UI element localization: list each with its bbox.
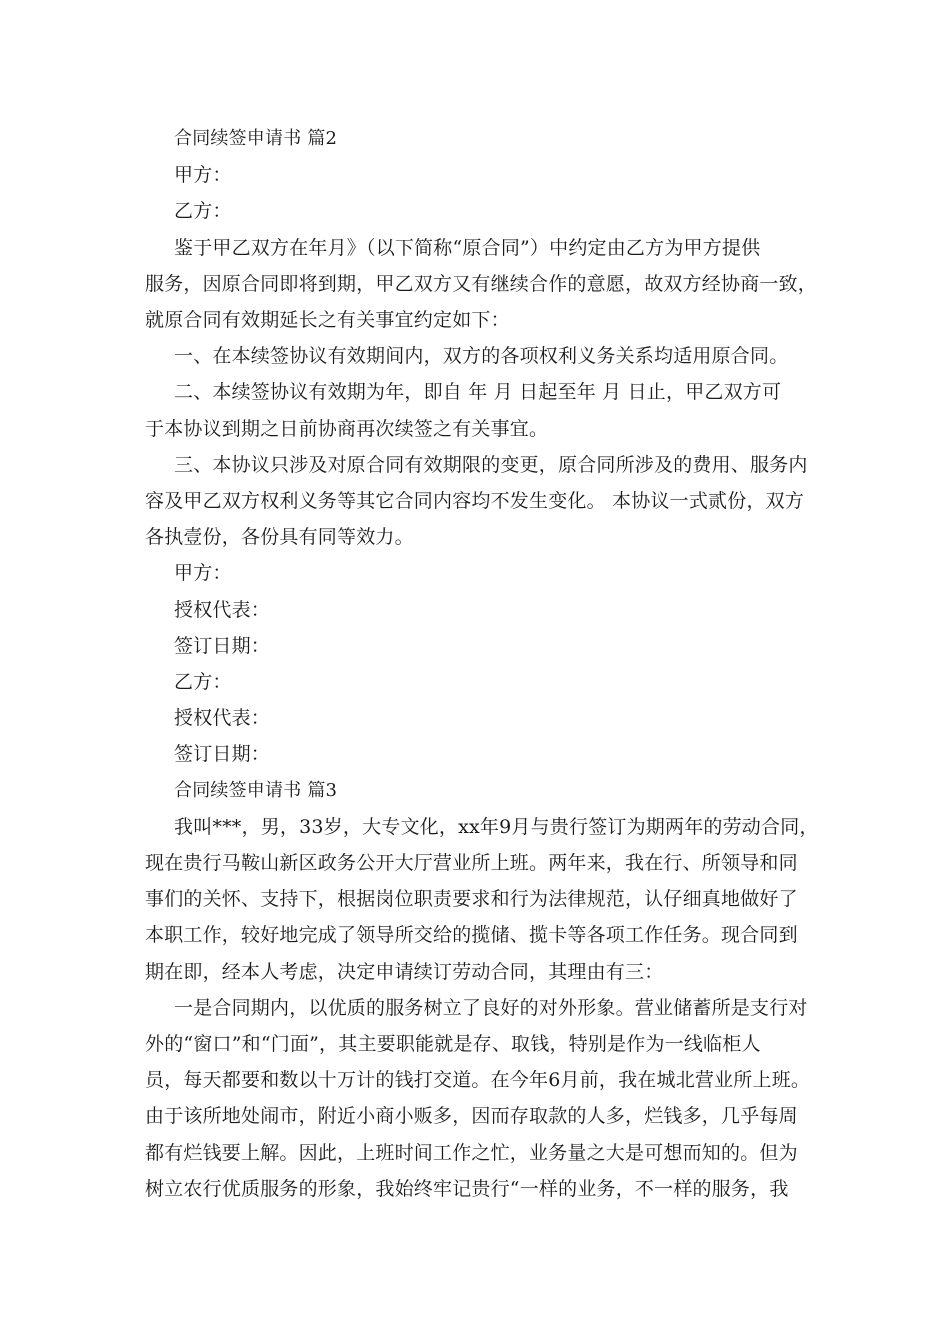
text-line: 各执壹份，各份具有同等效力。 (145, 526, 414, 549)
text-line: 员，每天都要和数以十万计的钱打交道。在今年6月前，我在城北营业所上班。 (145, 1069, 811, 1092)
text-line: 树立农行优质服务的形象，我始终牢记贵行“一样的业务，不一样的服务，我 (145, 1177, 789, 1200)
text-line: 事们的关怀、支持下，根据岗位职责要求和行为法律规范，认仔细真地做好了 (145, 888, 798, 911)
text-line: 服务，因原合同即将到期，甲乙双方又有继续合作的意愿，故双方经协商一致， (145, 272, 818, 295)
text-line: 签订日期： (174, 743, 271, 766)
text-line: 乙方： (174, 200, 232, 223)
text-line: 签订日期： (174, 634, 271, 657)
text-line: 乙方： (174, 671, 232, 694)
text-line: 期在即，经本人考虑，决定申请续订劳动合同，其理由有三： (145, 960, 664, 983)
text-line: 本职工作，较好地完成了领导所交给的揽储、揽卡等各项工作任务。现合同到 (145, 924, 798, 947)
text-line: 授权代表： (174, 598, 271, 621)
document-body (145, 121, 817, 1207)
section-heading: 合同续签申请书 篇2 (174, 128, 338, 149)
text-line: 于本协议到期之日前协商再次续签之有关事宜。 (145, 417, 549, 440)
text-line: 鉴于甲乙双方在年月》（以下简称“原合同”）中约定由乙方为甲方提供 (174, 236, 761, 259)
text-line: 由于该所地处闹市，附近小商小贩多，因而存取款的人多，烂钱多，几乎每周 (145, 1105, 798, 1128)
text-line: 甲方： (174, 562, 232, 585)
text-line: 二、本续签协议有效期为年，即自 年 月 日起至年 月 日止，甲乙双方可 (174, 381, 782, 404)
section-heading: 合同续签申请书 篇3 (174, 779, 338, 801)
text-line: 就原合同有效期延长之有关事宜约定如下： (145, 309, 510, 332)
text-line: 甲方： (174, 164, 232, 187)
text-line: 外的“窗口”和“门面”，其主要职能就是存、取钱，特别是作为一线临柜人 (145, 1033, 761, 1056)
text-line: 现在贵行马鞍山新区政务公开大厅营业所上班。两年来，我在行、所领导和同 (145, 852, 798, 875)
text-line: 三、本协议只涉及对原合同有效期限的变更，原合同所涉及的费用、服务内 (174, 453, 808, 476)
text-line: 容及甲乙双方权利义务等其它合同内容均不发生变化。 本协议一式贰份，双方 (145, 490, 805, 513)
text-line: 一是合同期内，以优质的服务树立了良好的对外形象。营业储蓄所是支行对 (174, 996, 808, 1019)
text-line: 我叫***，男，33岁，大专文化，xx年9月与贵行签订为期两年的劳动合同， (174, 815, 819, 838)
text-line: 授权代表： (174, 707, 271, 730)
text-line: 都有烂钱要上解。因此，上班时间工作之忙，业务量之大是可想而知的。但为 (145, 1141, 798, 1164)
text-line: 一、在本续签协议有效期间内，双方的各项权利义务关系均适用原合同。 (174, 345, 789, 368)
